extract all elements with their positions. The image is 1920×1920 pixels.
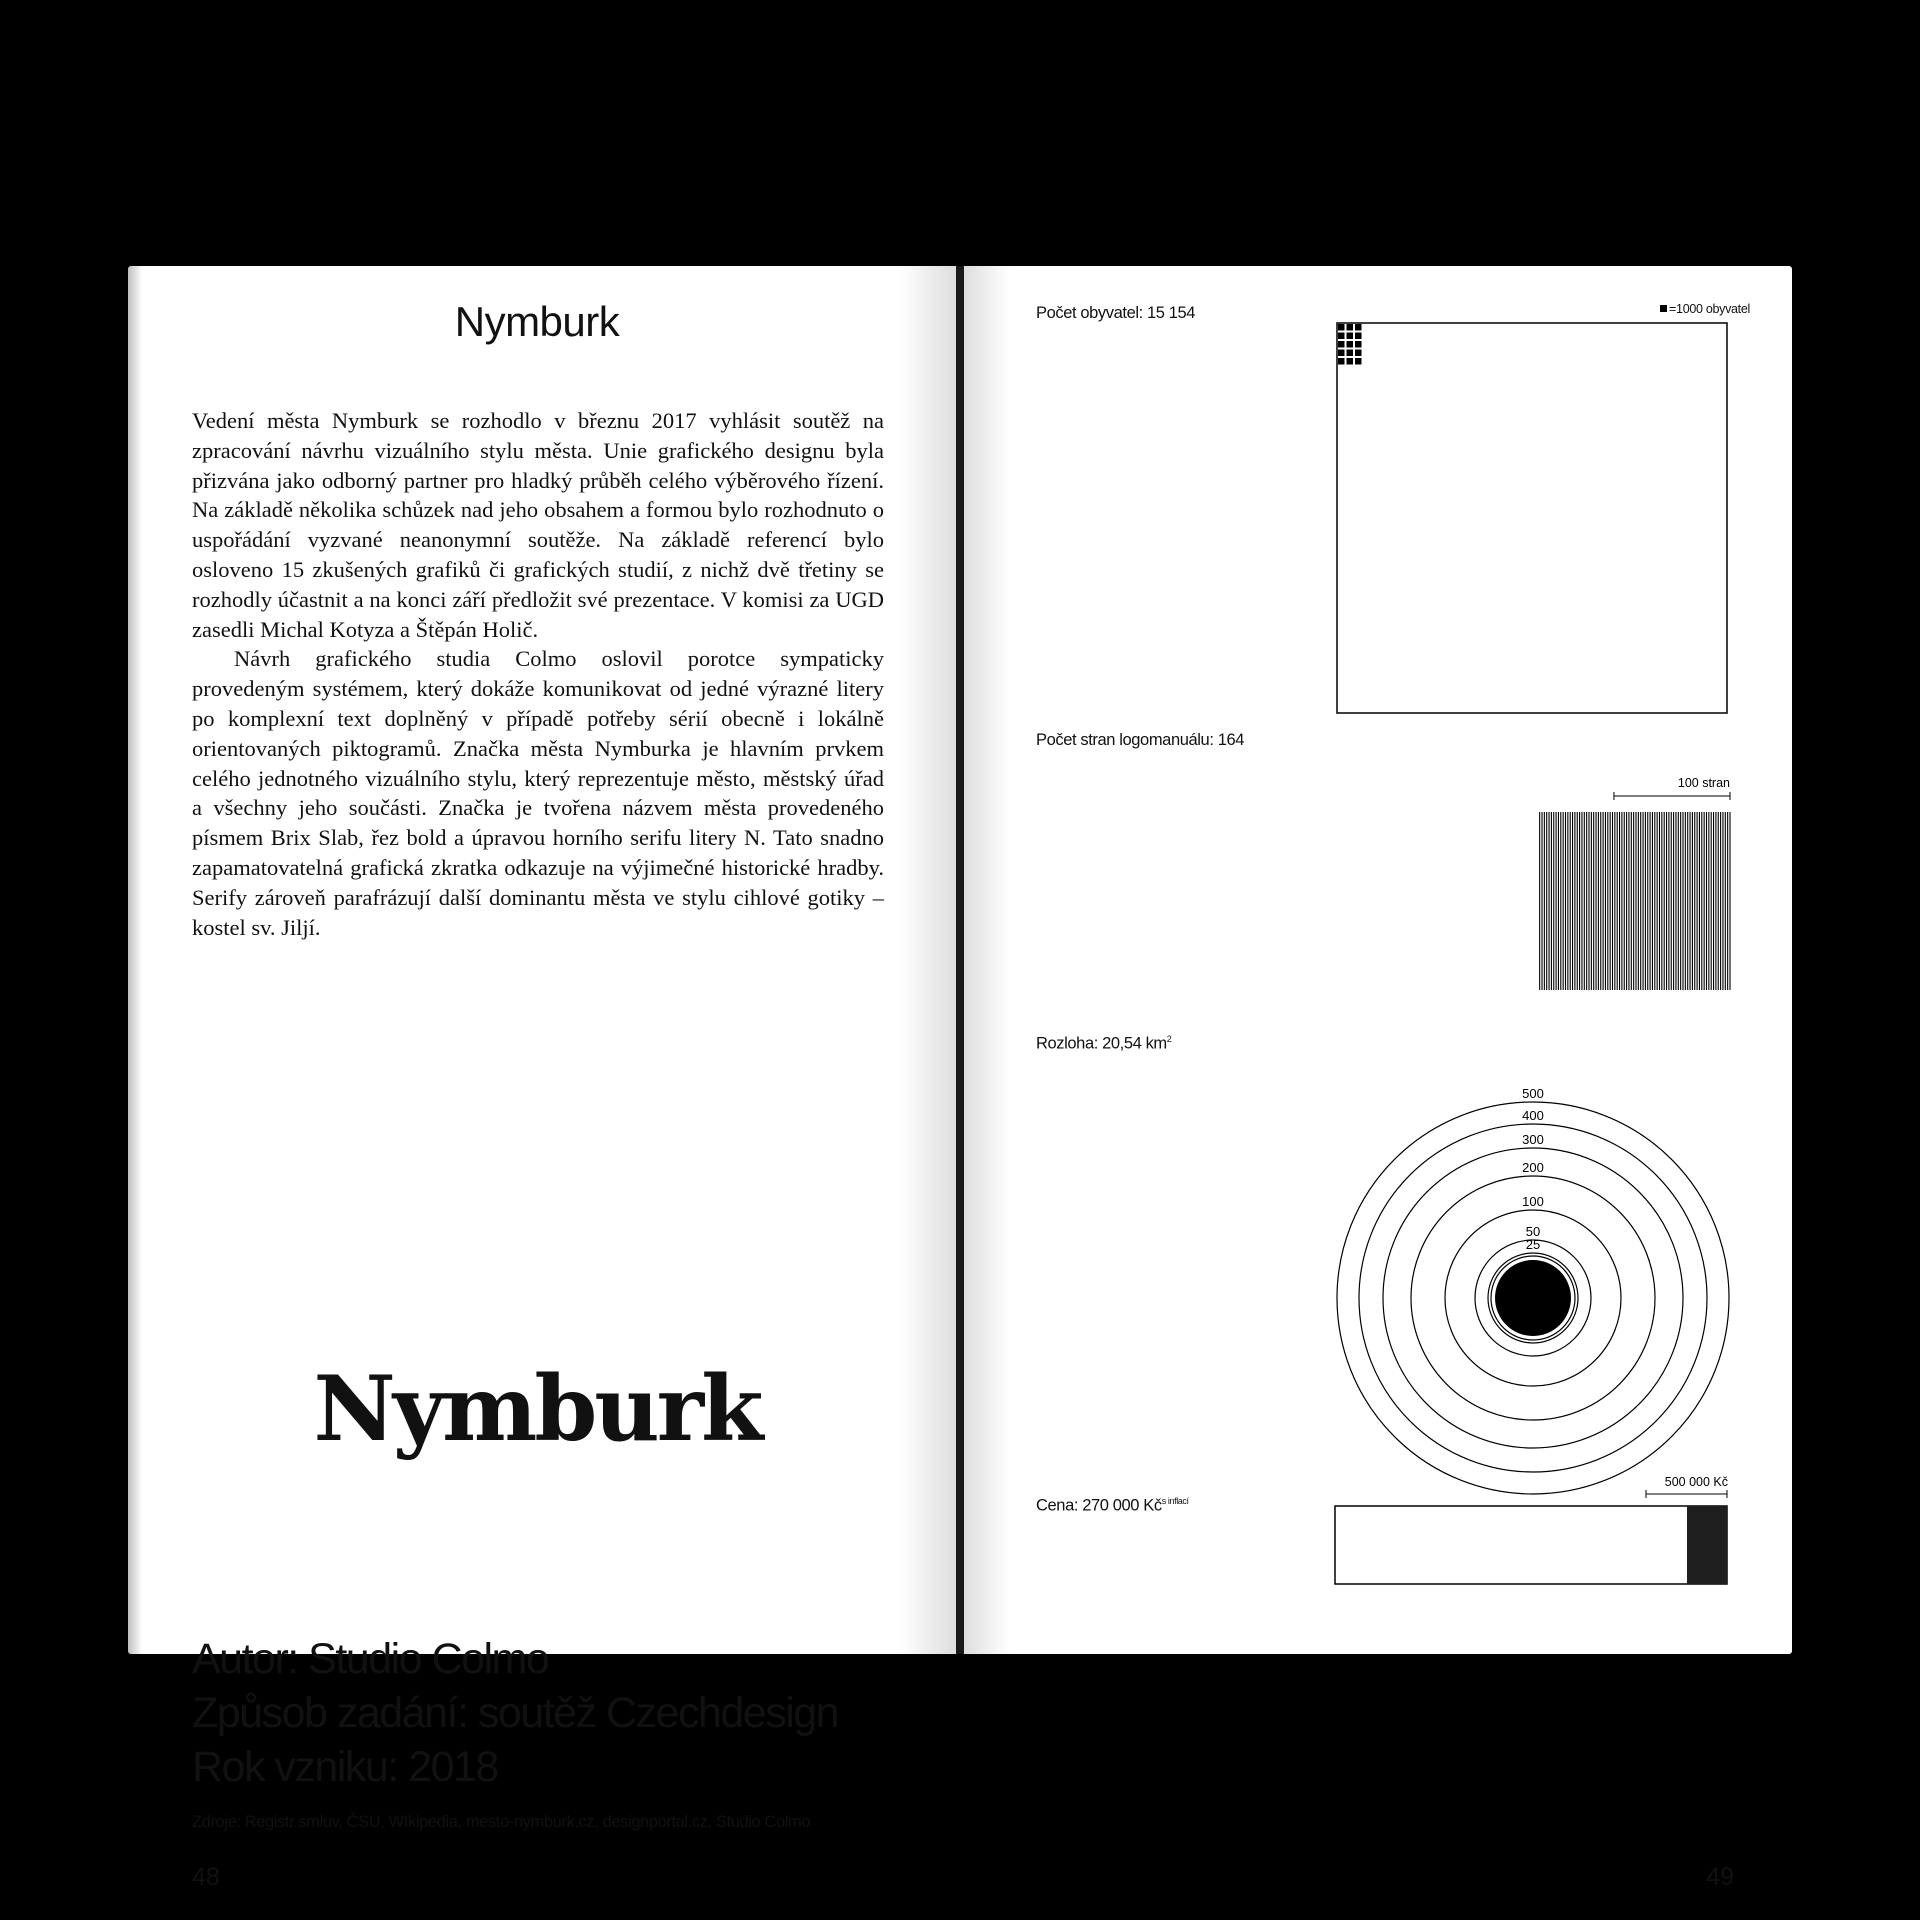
book-gutter [956,266,964,1654]
population-label: Počet obyvatel: 15 154 [1036,304,1196,322]
population-square [1338,333,1345,340]
square-icon [1660,305,1667,312]
price-chart [1334,1474,1732,1586]
area-ring-label: 300 [1522,1132,1544,1147]
population-legend [1660,302,1750,316]
manual-scale [1614,792,1730,800]
left-page [128,266,960,1891]
page-number-left: 48 [192,1863,220,1891]
area-ring-label: 50 [1525,1224,1541,1239]
area-ring-label: 200 [1522,1160,1544,1175]
population-squares [1338,324,1362,365]
assignment-line: Způsob zadání: soutěž Czechdesign [192,1689,839,1737]
population-square [1355,358,1362,365]
price-frame [1335,1506,1727,1584]
population-chart [1336,322,1730,716]
population-square [1355,350,1362,357]
area-ring-label: 400 [1522,1108,1544,1123]
population-square [1338,350,1345,357]
area-value-disc [1495,1260,1571,1336]
manual-scale-label: 100 stran [1677,776,1730,790]
population-square [1347,333,1354,340]
area-label-sup: 2 [1166,1034,1172,1044]
area-label [1036,1034,1171,1054]
area-ring-label: 100 [1522,1194,1544,1209]
sources-note: Zdroje: Registr smluv, ČSU, WIkipedia, mesto-nymburk.cz, designportal.cz, Studio Colmo [192,1813,811,1831]
population-frame [1337,323,1727,713]
area-ring-label: 500 [1522,1086,1544,1101]
price-fill-bar [1687,1506,1727,1584]
price-label [1036,1496,1189,1516]
paragraph-2: Návrh grafického studia Colmo oslovil porotce sympaticky provedeným systémem, který dokáže komunikovat od jedné výrazné litery po komplexní text doplněný v případě potřeby sérií obecně i lokálně orientovaných piktogramů. Značka města Nymburka je hlavním prvkem celého jednotného vizuálního stylu, který reprezentuje město, městský úřad a všechny jeho součásti. Značka je tvořena názvem města provedeného písmem Brix Slab, řez bold a úpravou horního serifu litery N. Tato snadno zapamatovatelná grafická zkratka odkazuje na výjimečné historické hradby. Serify zároveň parafrázují další dominantu města ve stylu cihlové gotiky – kostel sv. Jiljí. [192,646,884,940]
price-scale [1646,1490,1727,1498]
population-square [1338,324,1345,331]
area-chart [1330,1016,1736,1496]
population-square [1347,341,1354,348]
population-square [1338,341,1345,348]
area-ring-label: 25 [1525,1237,1541,1252]
body-text [192,406,884,942]
manual-chart [1494,776,1734,992]
nymburk-wordmark-logo: Nymburk [313,1356,761,1462]
population-square [1355,324,1362,331]
paragraph-1: Vedení města Nymburk se rozhodlo v březnu 2017 vyhlásit soutěž na zpracování návrhu vizuálního stylu města. Unie grafického designu byla přizvána jako odborný partner pro hladký průběh celého výběrového řízení. Na základě několika schůzek nad jeho obsahem a formou bylo rozhodnuto o uspořádání vyzvané neanonymní soutěže. Na základě referencí bylo osloveno 15 zkušených grafiků či grafických studií, z nichž dvě třetiny se rozhodly účastnit a na konci září předložit své prezentace. V komisi za UGD zasedli Michal Kotyza a Štěpán Holič. [192,408,884,642]
population-square [1355,333,1362,340]
price-scale-label: 500 000 Kč [1664,1475,1728,1489]
page-title: Nymburk [454,298,620,345]
population-square [1347,350,1354,357]
population-square [1338,358,1345,365]
population-legend-text: =1000 obyvatel [1669,302,1750,316]
population-square [1347,324,1354,331]
population-square [1355,341,1362,348]
right-page [960,266,1792,1891]
price-label-sup: s inflací [1161,1496,1189,1506]
manual-label: Počet stran logomanuálu: 164 [1036,731,1245,749]
page-number-right: 49 [1706,1863,1734,1891]
project-meta [192,1632,838,1794]
author-line: Autor: Studio Colmo [192,1635,549,1683]
price-label-text: Cena: 270 000 Kč [1036,1496,1162,1515]
population-square [1347,358,1354,365]
manual-lines [1540,812,1730,990]
year-line: Rok vzniku: 2018 [192,1743,498,1791]
area-label-text: Rozloha: 20,54 km [1036,1034,1167,1053]
